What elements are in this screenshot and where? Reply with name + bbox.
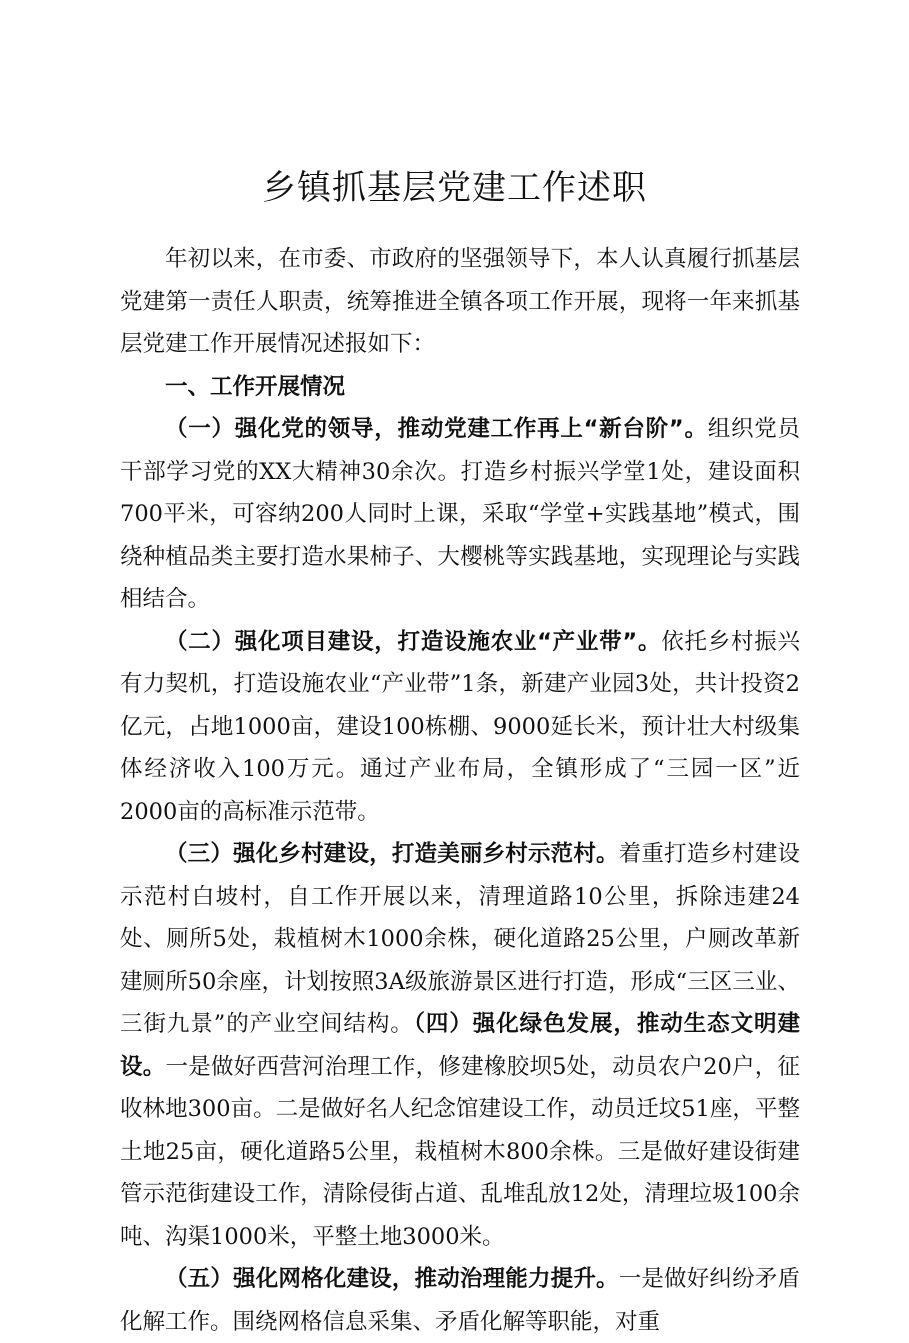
section-heading: 一、工作开展情况 bbox=[165, 373, 346, 400]
item-lead-4: （四）强化绿色发展，推动生态文明建设。 bbox=[120, 1011, 800, 1080]
item-text-2: 依托乡村振兴有力契机，打造设施农业“产业带”1条，新建产业园3处，共计投资2亿元，占地1000亩，建设100栋棚、9000延长米，预计壮大村级集体经济收入100万元。通过产业布局，全镇形成了“三园一区”近2000亩的高标准示范带。 bbox=[120, 628, 800, 825]
item-paragraph-2 bbox=[120, 621, 800, 834]
item-lead-3: （三）强化乡村建设，打造美丽乡村示范村。 bbox=[165, 841, 619, 867]
item-text-3: 着重打造乡村建设示范村白坡村，自工作开展以来，清理道路10公里，拆除违建24处、厕所5处，栽植树木1000余株，硬化道路25公里，户厕改革新建厕所50余座，计划按照3A级旅游景区进行打造，形成“三区三业、三街九景”的产业空间结构。 bbox=[120, 841, 800, 1037]
item-paragraph-1 bbox=[120, 408, 800, 621]
item-text-5: 一是做好纠纷矛盾化解工作。围绕网格信息采集、矛盾化解等职能，对重 bbox=[120, 1266, 800, 1335]
document-title: 乡镇抓基层党建工作述职 bbox=[262, 168, 647, 208]
item-lead-5: （五）强化网格化建设，推动治理能力提升。 bbox=[165, 1266, 619, 1292]
item-paragraph-3 bbox=[120, 833, 800, 1258]
item-text-4: 一是做好西营河治理工作，修建橡胶坝5处，动员农户20户，征收林地300亩。二是做好名人纪念馆建设工作，动员迁坟51座，平整土地25亩，硬化道路5公里，栽植树木800余株。三是做好建设街建管示范街建设工作，清除侵街占道、乱堆乱放12处，清理垃圾100余吨、沟渠1000米，平整土地3000米。 bbox=[120, 1053, 800, 1250]
document-body bbox=[120, 238, 800, 1343]
item-text-1: 组织党员干部学习党的XX大精神30余次。打造乡村振兴学堂1处，建设面积700平米，可容纳200人同时上课，采取“学堂+实践基地”模式，围绕种植品类主要打造水果柿子、大樱桃等实践基地，实现理论与实践相结合。 bbox=[120, 416, 800, 612]
item-paragraph-5 bbox=[120, 1258, 800, 1343]
item-lead-2: （二）强化项目建设，打造设施农业“产业带”。 bbox=[165, 628, 662, 655]
intro-paragraph: 年初以来，在市委、市政府的坚强领导下，本人认真履行抓基层党建第一责任人职责，统筹推进全镇各项工作开展，现将一年来抓基层党建工作开展情况述报如下： bbox=[120, 246, 800, 357]
item-lead-1: （一）强化党的领导，推动党建工作再上“新台阶”。 bbox=[165, 416, 708, 442]
